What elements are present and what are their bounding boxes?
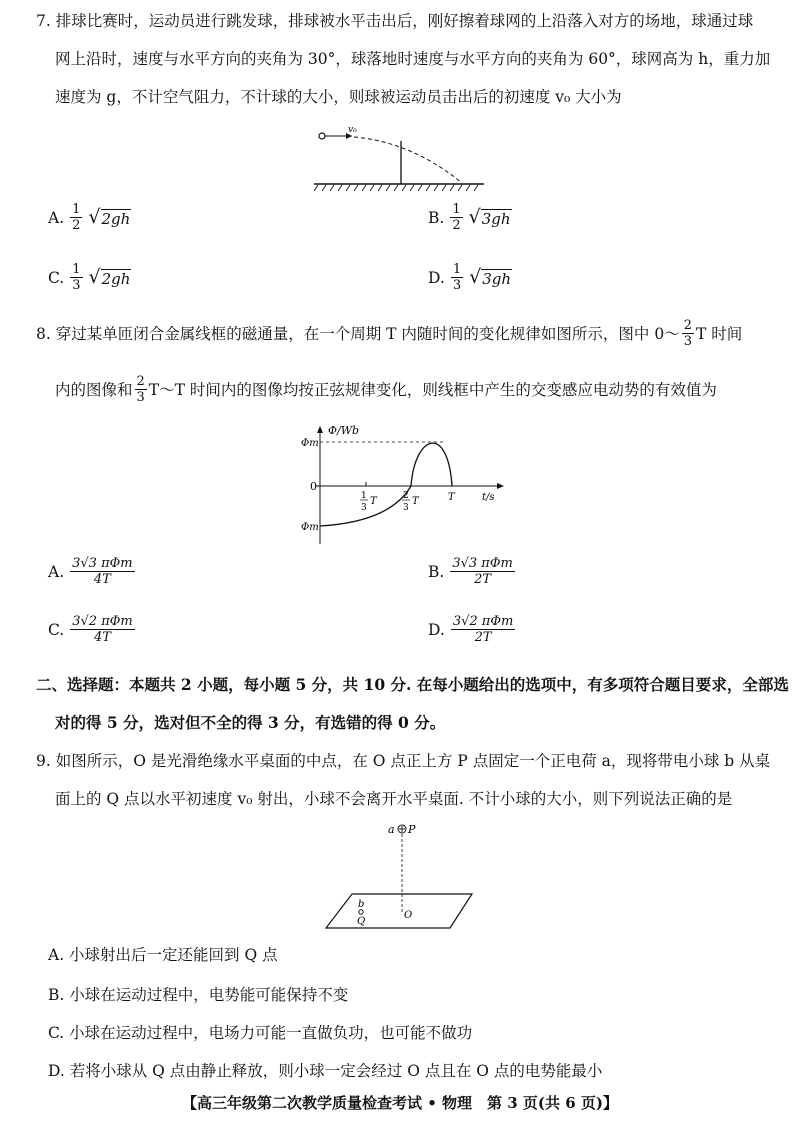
x-axis-label: t/s bbox=[482, 492, 495, 503]
ball-b-icon bbox=[359, 910, 363, 914]
option-fraction bbox=[70, 262, 82, 293]
q8-flux-graph bbox=[300, 424, 510, 548]
tick-T-label: T bbox=[448, 492, 455, 503]
tick-twothird-num: 2 bbox=[403, 491, 409, 501]
q9-option-a[interactable]: A. 小球射出后一定还能回到 Q 点 bbox=[48, 946, 278, 964]
phi-min-label: Φm bbox=[301, 522, 319, 533]
sqrt-expression: √ 2gh bbox=[88, 206, 131, 228]
option-fraction bbox=[450, 202, 462, 233]
ball-b-label: b bbox=[358, 899, 365, 910]
fraction-numerator: 1 bbox=[72, 202, 81, 217]
tick-twothird-den: 3 bbox=[403, 503, 409, 513]
fraction-numerator: 3√3 πΦm bbox=[452, 556, 513, 571]
fraction-denominator: 4T bbox=[93, 572, 111, 587]
q8-line-2 bbox=[55, 374, 717, 405]
sqrt-expression: √ 2gh bbox=[88, 266, 131, 288]
table-surface bbox=[326, 894, 472, 928]
y-axis-arrow-icon bbox=[317, 426, 323, 433]
q7-v0-label: v₀ bbox=[348, 125, 357, 135]
fraction-numerator: 2 bbox=[683, 318, 692, 333]
y-axis-label: Φ/Wb bbox=[328, 424, 360, 437]
q7-option-a[interactable] bbox=[48, 202, 131, 233]
fraction-numerator: 3√2 πΦm bbox=[72, 614, 133, 629]
q8-fraction-two-thirds-b bbox=[135, 374, 147, 405]
point-Q-label: Q bbox=[357, 916, 366, 927]
q7-line-2: 网上沿时，速度与水平方向的夹角为 30°，球落地时速度与水平方向的夹角为 60°，球网高为 h，重力加 bbox=[55, 50, 771, 68]
tick-third-den: 3 bbox=[361, 503, 367, 513]
fraction-denominator: 4T bbox=[94, 630, 111, 645]
point-P-label: P bbox=[408, 823, 416, 836]
fraction-numerator: 1 bbox=[72, 262, 81, 277]
ball-icon bbox=[319, 133, 325, 139]
option-letter: B. bbox=[428, 562, 445, 581]
q9-option-b[interactable]: B. 小球在运动过程中，电势能可能保持不变 bbox=[48, 986, 349, 1004]
q8-fraction-two-thirds bbox=[682, 318, 694, 349]
option-fraction bbox=[70, 202, 82, 233]
q8-option-b[interactable] bbox=[428, 556, 517, 587]
q8-option-c[interactable] bbox=[48, 614, 137, 645]
tick-twothird-T: T bbox=[412, 496, 419, 507]
fraction-denominator: 3 bbox=[72, 278, 81, 293]
phi-max-label: Φm bbox=[301, 438, 319, 449]
option-letter: D. bbox=[428, 268, 445, 287]
fraction-denominator: 2 bbox=[452, 218, 461, 233]
section-2-heading-line-1: 二、选择题：本题共 2 小题，每小题 5 分，共 10 分. 在每小题给出的选项中，有多项符合题目要求，全部选 bbox=[36, 675, 789, 694]
section-2-heading-line-2: 对的得 5 分，选对但不全的得 3 分，有选错的得 0 分。 bbox=[55, 713, 446, 732]
option-fraction bbox=[70, 556, 135, 587]
option-fraction bbox=[451, 262, 463, 293]
option-fraction bbox=[450, 556, 515, 587]
q8-line-1-tail: T 时间 bbox=[695, 324, 743, 343]
q8-option-d[interactable] bbox=[428, 614, 517, 645]
x-axis-arrow-icon bbox=[497, 483, 504, 489]
q9-option-c[interactable]: C. 小球在运动过程中，电场力可能一直做负功，也可能不做功 bbox=[48, 1024, 473, 1042]
q7-line-3: 速度为 g，不计空气阻力，不计球的大小，则球被运动员击出后的初速度 v₀ 大小为 bbox=[55, 88, 622, 106]
sqrt-expression: √ 3gh bbox=[469, 266, 512, 288]
page-footer: 【高三年级第二次教学质量检查考试 • 物理 第 3 页(共 6 页)】 bbox=[182, 1094, 618, 1112]
fraction-numerator: 1 bbox=[452, 262, 462, 277]
radicand: 3gh bbox=[482, 270, 512, 288]
tick-third-T: T bbox=[370, 496, 377, 507]
fraction-numerator: 3√2 πΦm bbox=[452, 614, 514, 629]
fraction-denominator: 2 bbox=[72, 218, 81, 233]
q9-line-2: 面上的 Q 点以水平初速度 v₀ 射出，小球不会离开水平桌面. 不计小球的大小，则下列说法正确的是 bbox=[55, 790, 733, 808]
q8-line-1 bbox=[36, 318, 742, 349]
option-letter: C. bbox=[48, 620, 65, 639]
q7-line-1: 7. 排球比赛时，运动员进行跳发球，排球被水平击出后，刚好擦着球网的上沿落入对方的场地，球通过球 bbox=[36, 12, 754, 30]
fraction-denominator: 2T bbox=[474, 572, 492, 587]
q8-line-2-head: 内的图像和 bbox=[55, 380, 133, 399]
option-letter: A. bbox=[48, 562, 65, 581]
fraction-denominator: 3 bbox=[683, 334, 692, 349]
tick-third-num: 1 bbox=[361, 491, 367, 501]
point-O-label: O bbox=[404, 910, 413, 921]
trajectory-dashed bbox=[354, 137, 462, 183]
fraction-numerator: 1 bbox=[452, 202, 461, 217]
q9-table-figure bbox=[322, 818, 482, 934]
q7-option-b[interactable] bbox=[428, 202, 512, 233]
charge-a-label: a bbox=[388, 823, 395, 836]
q7-option-c[interactable] bbox=[48, 262, 131, 293]
fraction-denominator: 2T bbox=[474, 630, 492, 645]
option-letter: B. bbox=[428, 208, 445, 227]
fraction-denominator: 3 bbox=[136, 390, 145, 405]
option-letter: A. bbox=[48, 208, 65, 227]
q9-option-d[interactable]: D. 若将小球从 Q 点由静止释放，则小球一定会经过 O 点且在 O 点的电势能最小 bbox=[48, 1062, 603, 1080]
radicand: 2gh bbox=[101, 270, 131, 288]
fraction-denominator: 3 bbox=[452, 278, 462, 293]
option-letter: D. bbox=[428, 620, 445, 639]
origin-label: 0 bbox=[310, 480, 317, 493]
option-fraction bbox=[451, 614, 516, 645]
q7-volleyball-figure bbox=[312, 122, 492, 194]
option-fraction bbox=[70, 614, 135, 645]
radicand: 3gh bbox=[481, 210, 511, 228]
fraction-numerator: 2 bbox=[136, 374, 145, 389]
q8-line-1-text: 8. 穿过某单匝闭合金属线框的磁通量，在一个周期 T 内随时间的变化规律如图所示，图中 0～ bbox=[36, 324, 680, 343]
fraction-numerator: 3√3 πΦm bbox=[72, 556, 133, 571]
q8-line-2-tail: T～T 时间内的图像均按正弦规律变化，则线框中产生的交变感应电动势的有效值为 bbox=[148, 380, 717, 399]
flux-curve-second bbox=[411, 443, 452, 486]
option-letter: C. bbox=[48, 268, 65, 287]
radicand: 2gh bbox=[101, 210, 131, 228]
q9-line-1: 9. 如图所示，O 是光滑绝缘水平桌面的中点，在 O 点正上方 P 点固定一个正电荷 a，现将带电小球 b 从桌 bbox=[36, 752, 771, 770]
q7-option-d[interactable] bbox=[428, 262, 512, 293]
sqrt-expression: √ 3gh bbox=[468, 206, 511, 228]
ground-hatching bbox=[314, 185, 478, 191]
q8-option-a[interactable] bbox=[48, 556, 137, 587]
